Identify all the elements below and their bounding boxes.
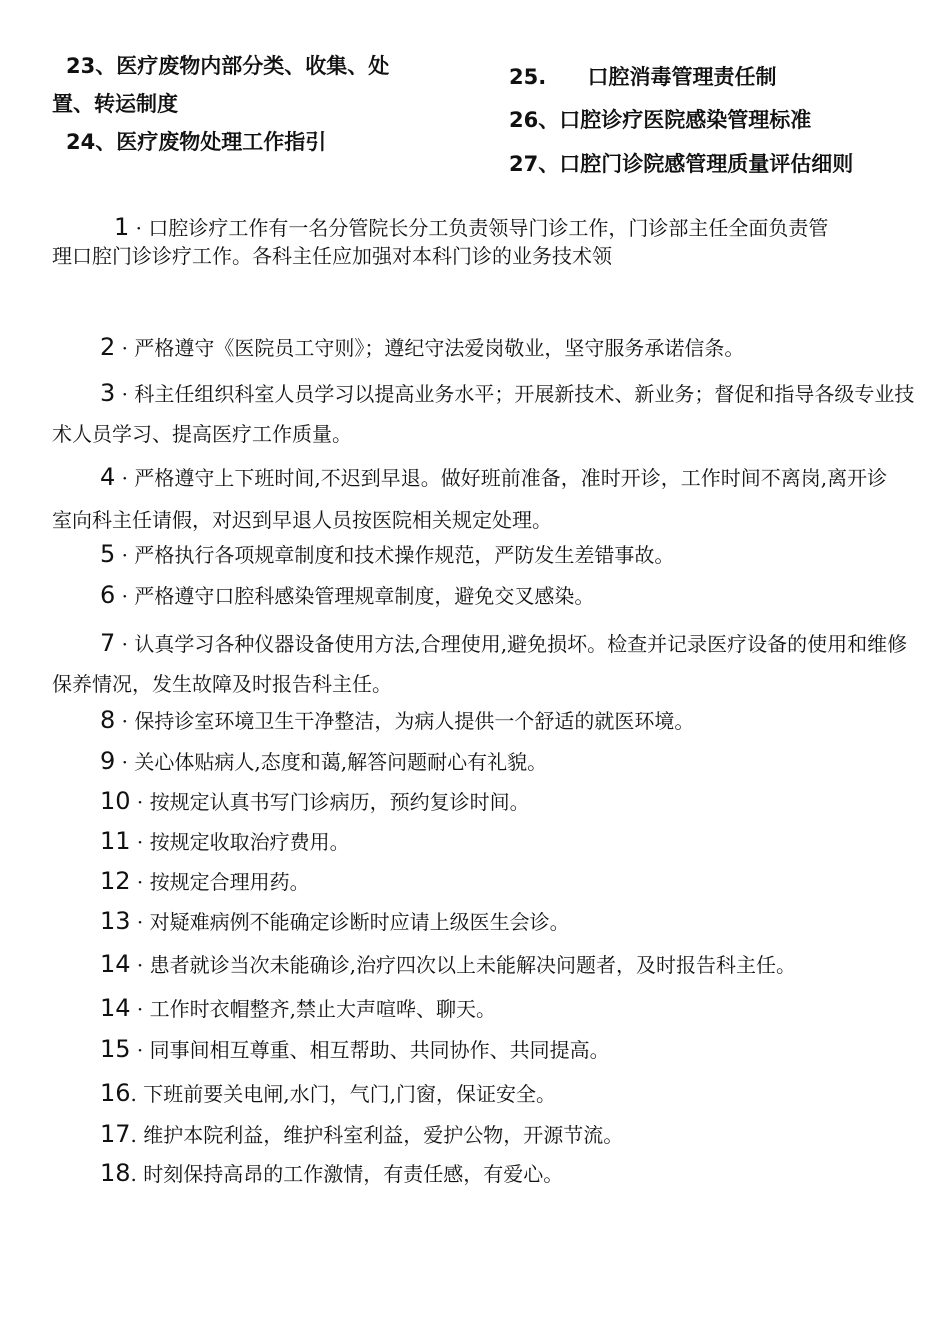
heading-23-line1: 23、医疗废物内部分类、收集、处: [66, 54, 390, 78]
rule-10: 10 · 按规定认真书写门诊病历，预约复诊时间。: [100, 787, 530, 815]
rule-text: 科主任组织科室人员学习以提高业务水平；开展新技术、新业务；督促和指导各级专业技术人员学习、提高医疗工作质量。: [52, 382, 915, 446]
rule-16: 16. 下班前要关电闸,水门，气门,门窗，保证安全。: [100, 1079, 556, 1107]
heading-23-line2: 置、转运制度: [52, 92, 178, 116]
rule-text: 下班前要关电闸,水门，气门,门窗，保证安全。: [143, 1082, 556, 1106]
heading-27: 27、口腔门诊院感管理质量评估细则: [509, 152, 854, 176]
rule-2: 2 · 严格遵守《医院员工守则》；遵纪守法爱岗敬业，坚守服务承诺信条。: [100, 333, 745, 361]
rule-11: 11 · 按规定收取治疗费用。: [100, 827, 350, 855]
rule-number: 11: [100, 827, 131, 855]
rule-3: 3 · 科主任组织科室人员学习以提高业务水平；开展新技术、新业务；督促和指导各级专业技术人员学习、提高医疗工作质量。: [52, 379, 915, 446]
rule-text: 严格遵守《医院员工守则》；遵纪守法爱岗敬业，坚守服务承诺信条。: [134, 336, 745, 360]
rule-5: 5 · 严格执行各项规章制度和技术操作规范，严防发生差错事故。: [100, 540, 675, 568]
rule-number: 18: [100, 1159, 131, 1187]
heading-24: 24、医疗废物处理工作指引: [66, 130, 327, 154]
rule-14a: 14 · 患者就诊当次未能确诊,治疗四次以上未能解决问题者，及时报告科主任。: [100, 950, 796, 978]
rule-text: 工作时衣帽整齐,禁止大声喧哗、聊天。: [149, 997, 496, 1021]
rule-number: 7: [100, 629, 116, 657]
rule-text: 患者就诊当次未能确诊,治疗四次以上未能解决问题者，及时报告科主任。: [149, 953, 796, 977]
rule-text: 口腔诊疗工作有一名分管院长分工负责领导门诊工作，门诊部主任全面负责管理口腔门诊诊疗工作。各科主任应加强对本科门诊的业务技术领: [52, 216, 829, 268]
heading-25-text: 口腔消毒管理责任制: [587, 65, 777, 89]
rule-text: 按规定认真书写门诊病历，预约复诊时间。: [149, 790, 530, 814]
heading-25: [509, 63, 777, 91]
rule-number: 6: [100, 581, 116, 609]
rule-text: 时刻保持高昂的工作激情，有责任感，有爱心。: [143, 1162, 564, 1186]
rule-text: 对疑难病例不能确定诊断时应请上级医生会诊。: [149, 910, 570, 934]
rule-number: 2: [100, 333, 116, 361]
rule-number: 14: [100, 994, 131, 1022]
rule-12: 12 · 按规定合理用药。: [100, 867, 310, 895]
rule-number: 9: [100, 747, 116, 775]
rule-14b: 14 · 工作时衣帽整齐,禁止大声喧哗、聊天。: [100, 994, 496, 1022]
rule-text: 认真学习各种仪器设备使用方法,合理使用,避免损坏。检查并记录医疗设备的使用和维修保养情况，发生故障及时报告科主任。: [52, 632, 908, 696]
rule-text: 严格遵守上下班时间,不迟到早退。做好班前准备，准时开诊，工作时间不离岗,离开诊室向科主任请假，对迟到早退人员按医院相关规定处理。: [52, 466, 888, 532]
rule-text: 维护本院利益，维护科室利益，爱护公物，开源节流。: [143, 1123, 624, 1147]
rule-8: 8 · 保持诊室环境卫生干净整洁，为病人提供一个舒适的就医环境。: [100, 706, 695, 734]
rule-7: 7 · 认真学习各种仪器设备使用方法,合理使用,避免损坏。检查并记录医疗设备的使用和维修保养情况，发生故障及时报告科主任。: [52, 629, 908, 696]
rule-17: 17. 维护本院利益，维护科室利益，爱护公物，开源节流。: [100, 1120, 624, 1148]
heading-25-number: 25.: [509, 65, 547, 89]
rule-9: 9 · 关心体贴病人,态度和蔼,解答问题耐心有礼貌。: [100, 747, 548, 775]
rule-number: 16: [100, 1079, 131, 1107]
rule-number: 8: [100, 706, 116, 734]
rule-18: 18. 时刻保持高昂的工作激情，有责任感，有爱心。: [100, 1159, 564, 1187]
rule-number: 12: [100, 867, 131, 895]
rule-15: 15 · 同事间相互尊重、相互帮助、共同协作、共同提高。: [100, 1035, 610, 1063]
rule-text: 严格遵守口腔科感染管理规章制度，避免交叉感染。: [134, 584, 595, 608]
rule-number: 1: [114, 213, 130, 241]
rule-1: 1 · 口腔诊疗工作有一名分管院长分工负责领导门诊工作，门诊部主任全面负责管理口腔门诊诊疗工作。各科主任应加强对本科门诊的业务技术领: [52, 213, 829, 268]
rule-4: 4 · 严格遵守上下班时间,不迟到早退。做好班前准备，准时开诊，工作时间不离岗,离开诊室向科主任请假，对迟到早退人员按医院相关规定处理。: [52, 463, 888, 532]
rule-number: 3: [100, 379, 116, 407]
rule-number: 17: [100, 1120, 131, 1148]
rule-number: 10: [100, 787, 131, 815]
rule-text: 保持诊室环境卫生干净整洁，为病人提供一个舒适的就医环境。: [134, 709, 695, 733]
rule-13: 13 · 对疑难病例不能确定诊断时应请上级医生会诊。: [100, 907, 570, 935]
rule-text: 严格执行各项规章制度和技术操作规范，严防发生差错事故。: [134, 543, 675, 567]
rule-number: 4: [100, 463, 116, 491]
rule-number: 14: [100, 950, 131, 978]
rule-number: 15: [100, 1035, 131, 1063]
rule-text: 按规定收取治疗费用。: [149, 830, 350, 854]
rule-number: 5: [100, 540, 116, 568]
rule-6: 6 · 严格遵守口腔科感染管理规章制度，避免交叉感染。: [100, 581, 595, 609]
heading-26: 26、口腔诊疗医院感染管理标准: [509, 108, 812, 132]
rule-text: 关心体贴病人,态度和蔼,解答问题耐心有礼貌。: [134, 750, 548, 774]
rule-text: 按规定合理用药。: [149, 870, 310, 894]
rule-number: 13: [100, 907, 131, 935]
rule-text: 同事间相互尊重、相互帮助、共同协作、共同提高。: [149, 1038, 610, 1062]
